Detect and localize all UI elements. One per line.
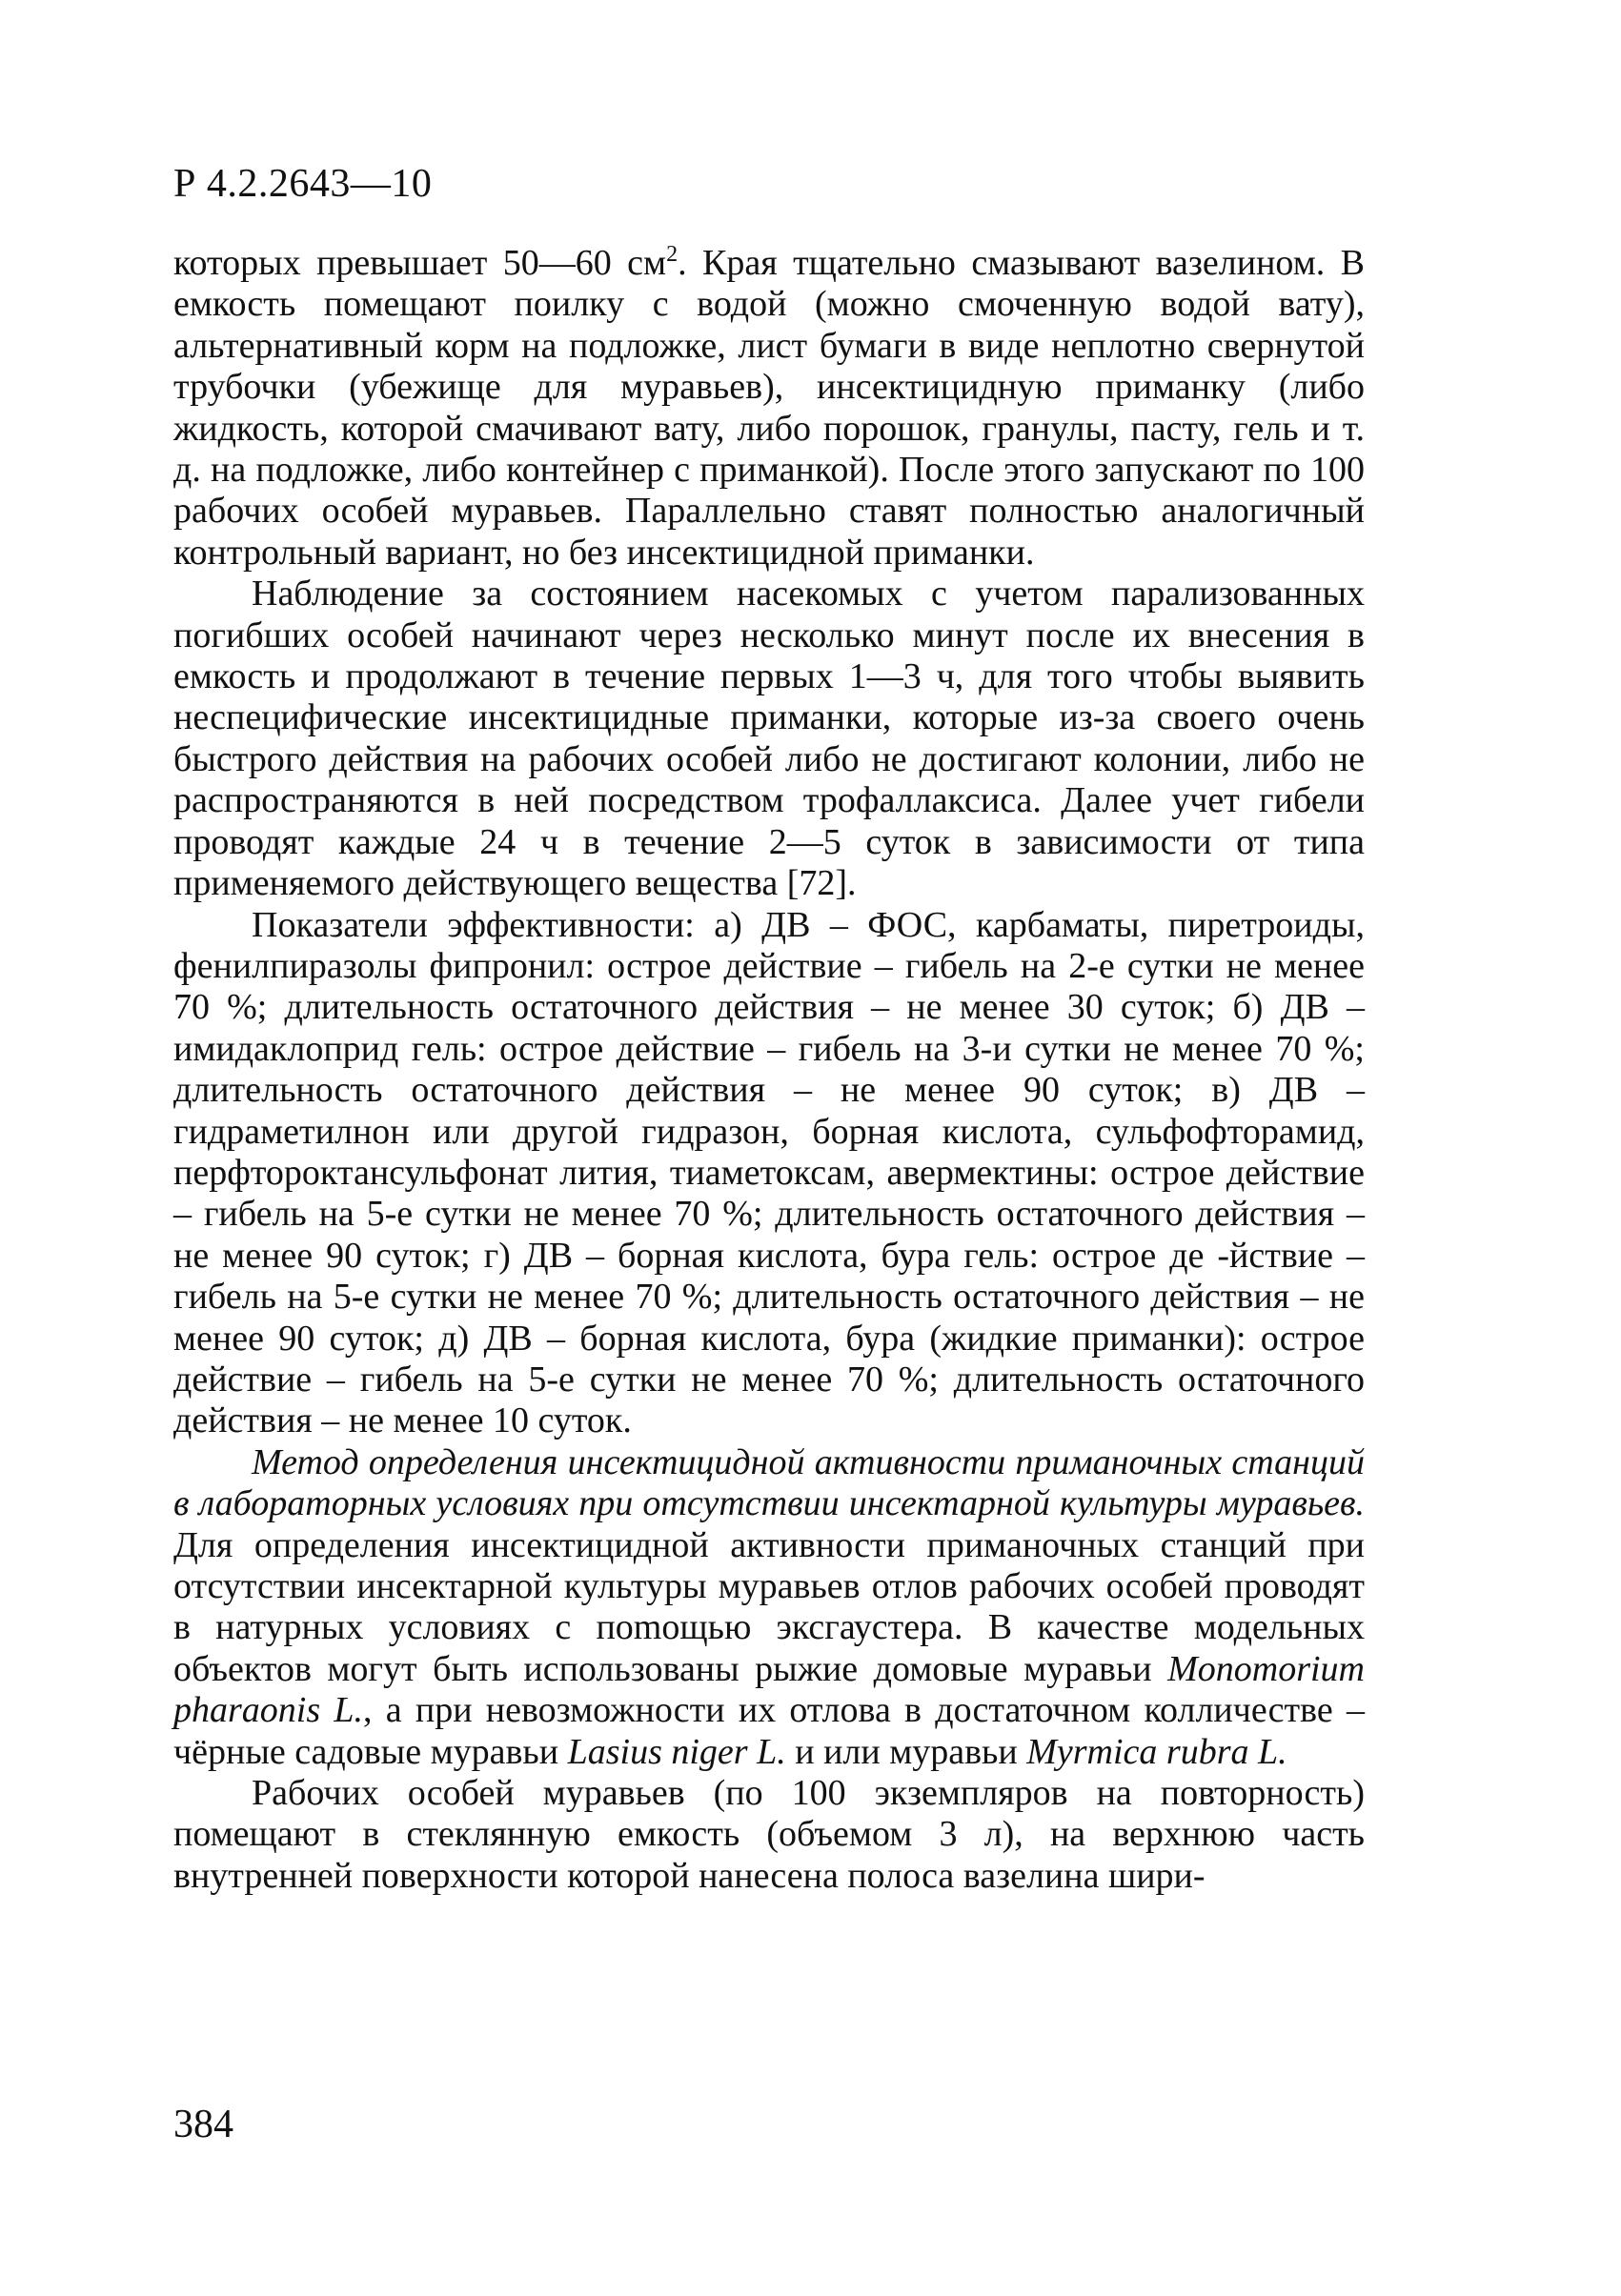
superscript-2: 2: [666, 242, 679, 267]
body-text: [173, 243, 1365, 1897]
species-monomorium: Monomorium pharaonis L.: [173, 1648, 1365, 1731]
paragraph-4-text-2: , а при невозможности их отлова в достаточном колличестве – чёрные садовые муравьи: [173, 1690, 1365, 1772]
paragraph-1: [173, 243, 1365, 574]
paragraph-4: [173, 1442, 1365, 1773]
species-lasius: Lasius niger L.: [567, 1731, 786, 1772]
species-myrmica: Myrmica rubra L.: [1026, 1731, 1287, 1772]
paragraph-1-rest: . Края тщательно смазывают вазелином. В емкость помещают поилку с водой (можно смоченную водой вату), альтернативный корм на подложке, лист бумаги в виде неплотно свернутой трубочки (убежище для муравьев), инсектицидную приманку (либо жидкость, которой смачивают вату, либо порошок, гранулы, пасту, гель и т. д. на подложке, либо контейнер с приманкой). После этого запускают по 100 рабочих особей муравьев. Параллельно ставят полностью аналогичный контрольный вариант, но без инсектицидной приманки.: [173, 243, 1365, 573]
document-code: Р 4.2.2643—10: [173, 162, 433, 206]
method-heading: Метод определения инсектицидной активности приманочных станций в лабораторных условиях при отсутствии инсектарной культуры муравьев.: [173, 1441, 1365, 1524]
paragraph-3: Показатели эффективности: а) ДВ – ФОС, карбаматы, пиретроиды, фенилпиразолы фипронил: острое действие – гибель на 2-е сутки не менее 70 %; длительность остаточного действия – не менее 30 суток; б) ДВ – имидаклоприд гель: острое действие – гибель на 3-и сутки не менее 70 %; длительность остаточного действия – не менее 90 суток; в) ДВ – гидраметилнон или другой гидразон, борная кислота, сульфофторамид, перфтороктансульфонат лития, тиаметоксам, авермектины: острое действие – гибель на 5-е сутки не менее 70 %; длительность остаточного действия – не менее 90 суток; г) ДВ – борная кислота, бура гель: острое де -йствие – гибель на 5-е сутки не менее 70 %; длительность остаточного действия – не менее 90 суток; д) ДВ – борная кислота, бура (жидкие приманки): острое действие – гибель на 5-е сутки не менее 70 %; длительность остаточного действия – не менее 10 суток.: [173, 904, 1365, 1441]
page-number: 384: [173, 2103, 233, 2146]
paragraph-4-text: Для определения инсектицидной активности приманочных станций при отсутствии инсектарной культуры муравьев отлов рабочих особей проводят в натурных условиях с поmощью эксгаустера. В качестве модельных объектов могут быть использованы рыжие домовые муравьи: [173, 1524, 1365, 1689]
paragraph-5: Рабочих особей муравьев (по 100 экземпляров на повторность) помещают в стеклянную емкость (объемом 3 л), на верхнюю часть внутренней поверхности которой нанесена полоса вазелина шири-: [173, 1773, 1365, 1896]
paragraph-4-text-3: и или муравьи: [785, 1731, 1027, 1772]
paragraph-1-start: которых превышает 50—60 см: [173, 243, 667, 283]
paragraph-2: Наблюдение за состоянием насекомых с учетом парализованных погибших особей начинают через несколько минут после их внесения в емкость и продолжают в течение первых 1—3 ч, для того чтобы выявить неспецифические инсектицидные приманки, которые из-за своего очень быстрого действия на рабочих особей либо не достигают колонии, либо не распространяются в ней посредством трофаллаксиса. Далее учет гибели проводят каждые 24 ч в течение 2—5 суток в зависимости от типа применяемого действующего вещества [72].: [173, 574, 1365, 904]
